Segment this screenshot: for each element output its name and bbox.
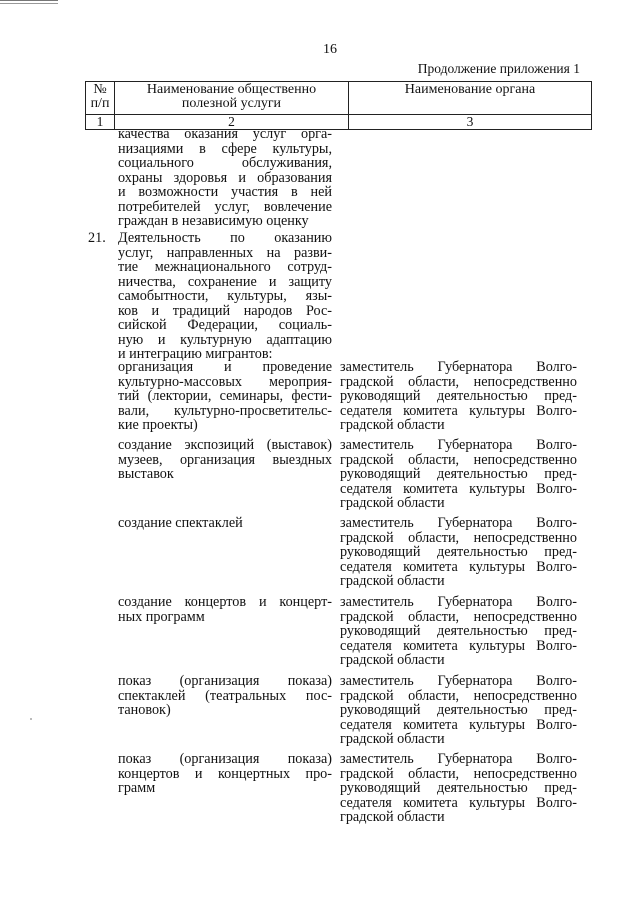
text-line: и интеграцию мигрантов: [118,346,273,362]
header-num-3: 3 [466,114,474,129]
text-line: седателя комитета культуры Волго- [340,402,577,419]
text-line: руководящий деятельностью пред- [340,623,577,639]
text-line: седателя комитета культуры Волго- [340,637,577,654]
text-line: ную и культурную адаптацию [118,331,332,348]
text-line: заместитель Губернатора Волго- [340,515,577,531]
text-line: руководящий деятельностью пред- [340,780,577,796]
text-line: выставок [118,466,174,482]
text-line: тановок) [118,702,171,718]
table-header [85,81,592,130]
sub-item-service [118,595,332,624]
continued-service-text [118,127,332,229]
header-col-number-line2: п/п [90,96,110,111]
text-line: сийской Федерации, социаль- [118,317,332,333]
text-line: градской области [340,652,445,668]
text-line: заместитель Губернатора Волго- [340,437,577,453]
sub-item-organ [340,674,577,747]
text-line: градской области [340,573,445,589]
text-line: руководящий деятельностью пред- [340,388,577,404]
header-col-service [115,82,349,114]
text-line: показ (организация показа) [118,673,332,689]
item-number-21: 21. [88,230,106,246]
text-line: создание концертов и концерт- [118,594,332,610]
text-line: заместитель Губернатора Волго- [340,751,577,767]
scan-speck [30,718,32,720]
text-line: и возможности участия в ней [118,184,332,200]
sub-item-service [118,516,332,531]
text-line: концертов и концертных про- [118,765,332,782]
text-line: спектаклей (театральных пос- [118,687,332,704]
item-21-service-text [118,231,332,362]
header-col-number-line1: № [93,82,107,97]
text-line: градской области, непосредственно [340,687,577,704]
sub-item-organ [340,595,577,668]
header-num-1: 1 [86,115,115,129]
text-line: создание спектаклей [118,515,243,531]
text-line: ничества, сохранение и защиту [118,273,332,290]
text-line: самобытности, культуры, язы- [118,288,332,304]
text-line: градской области, непосредственно [340,451,577,468]
text-line: заместитель Губернатора Волго- [340,594,577,610]
sub-item-organ [340,516,577,589]
header-col-organ: Наименование органа [404,82,536,97]
scan-artifact-line [0,0,58,4]
text-line: кие проекты) [118,417,198,433]
text-line: ков и традиций народов Рос- [118,302,332,319]
text-line: седателя комитета культуры Волго- [340,716,577,733]
text-line: градской области, непосредственно [340,765,577,782]
text-line: услуг, направленных на разви- [118,244,332,261]
text-line: заместитель Губернатора Волго- [340,673,577,689]
header-num-2: 2 [115,115,349,129]
text-line: тие межнационального сотруд- [118,259,332,275]
text-line: тий (лектории, семинары, фести- [118,388,332,404]
text-line: Деятельность по оказанию [118,230,332,246]
text-line: организация и проведение [118,359,332,375]
text-line: градской области [340,809,445,825]
sub-item-service [118,438,332,482]
text-line: градской области [340,495,445,511]
header-col-service-line1: Наименование общественно [146,82,317,97]
text-line: культурно-массовых мероприя- [118,373,332,390]
text-line: грамм [118,780,156,796]
sub-item-organ [340,438,577,511]
text-line: вали, культурно-просветительс- [118,402,332,419]
text-line: градской области [340,417,445,433]
sub-item-service [118,360,332,433]
header-col-service-line2: полезной услуги [181,96,282,111]
text-line: седателя комитета культуры Волго- [340,480,577,497]
sub-item-service [118,752,332,796]
header-col-number [86,82,115,114]
text-line: социального обслуживания, [118,155,332,171]
text-line: седателя комитета культуры Волго- [340,558,577,575]
text-line: градской области, непосредственно [340,608,577,625]
text-line: руководящий деятельностью пред- [340,466,577,482]
text-line: показ (организация показа) [118,751,332,767]
sub-item-organ [340,360,577,433]
text-line: градской области, непосредственно [340,529,577,546]
text-line: потребителей услуг, вовлечение [118,198,332,215]
text-line: градской области, непосредственно [340,373,577,390]
text-line: охраны здоровья и образования [118,169,332,186]
text-line: седателя комитета культуры Волго- [340,794,577,811]
page-number: 16 [323,42,337,57]
text-line: руководящий деятельностью пред- [340,702,577,718]
text-line: ных программ [118,608,205,625]
text-line: градской области [340,731,445,747]
text-line: граждан в независимую оценку [118,213,309,229]
sub-item-organ [340,752,577,825]
text-line: качества оказания услуг орга- [118,126,332,142]
text-line: музеев, организация выездных [118,451,332,468]
text-line: заместитель Губернатора Волго- [340,359,577,375]
table-header-titles [86,82,591,115]
text-line: создание экспозиций (выставок) [118,437,332,453]
sub-item-service [118,674,332,718]
text-line: низациями в сфере культуры, [118,140,332,157]
appendix-continuation-label: Продолжение приложения 1 [417,61,580,76]
text-line: руководящий деятельностью пред- [340,544,577,560]
